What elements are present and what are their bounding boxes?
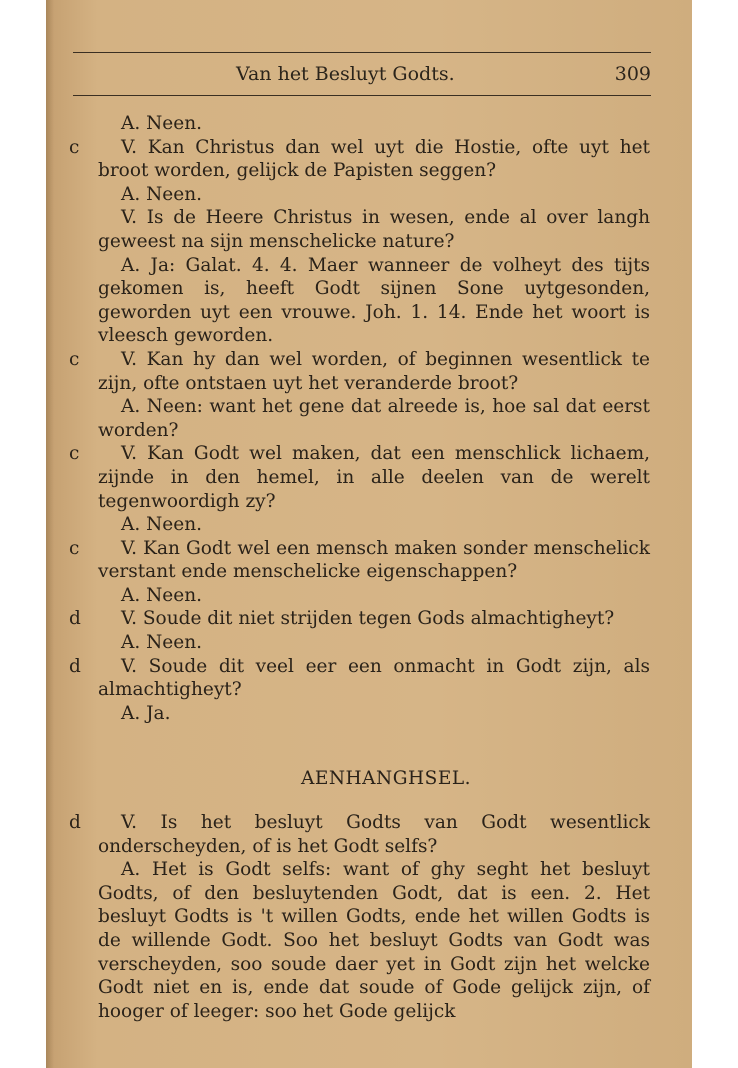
page-edge-shadow [46,0,54,1068]
header-top-rule [73,52,651,53]
margin-marker: c [69,136,80,158]
catechism-paragraph [98,584,650,608]
catechism-paragraph [98,254,650,348]
header-bottom-rule [73,95,651,96]
paragraph-text: A. Ja. [121,702,171,724]
catechism-paragraph [69,136,650,183]
paragraph-text: V. Soude dit veel eer een onmacht in Godt zijn, als almachtigheyt? [98,655,650,701]
catechism-paragraph [69,811,650,858]
catechism-paragraph [98,206,650,253]
catechism-paragraph [98,513,650,537]
catechism-paragraph [98,631,650,655]
margin-marker: d [69,655,81,677]
paragraph-text: A. Neen. [121,584,203,606]
catechism-after-heading [69,811,650,1023]
paragraph-text: V. Is de Heere Christus in wesen, ende al over langh geweest na sijn menschelicke nature? [98,207,650,252]
catechism-paragraph [98,702,650,726]
section-heading: AENHANGHSEL. [301,768,471,790]
paragraph-text: V. Kan Christus dan wel uyt die Hostie, ofte uyt het broot worden, gelijck de Papisten seggen? [98,136,650,182]
running-title: Van het Besluyt Godts. [236,63,455,85]
paragraph-text: A. Neen. [121,113,203,134]
paragraph-text: A. Het is Godt selfs: want of ghy seght het besluyt Godts, of den besluytenden Godt, dat is een. 2. Het besluyt Godts is 't willen Godts, ende het willen Godts is de willende Godt. Soo het besluyt Godts van Godt was verscheyden, soo soude daer yet in Godt zijn het welcke Godt niet en is, ende dat soude of Gode gelijck zijn, of hooger of leeger: soo het Gode gelijck [98,859,650,1022]
catechism-paragraph [98,112,650,136]
paragraph-text: V. Kan hy dan wel worden, of beginnen wesentlick te zijn, ofte ontstaen uyt het veranderde broot? [98,348,650,394]
paragraph-text: V. Is het besluyt Godts van Godt wesentlick onderscheyden, of is het Godt selfs? [98,812,650,857]
page-number: 309 [614,63,651,85]
catechism-paragraph [98,858,650,1023]
catechism-paragraph [98,183,650,207]
paragraph-text: V. Soude dit niet strijden tegen Gods almachtigheyt? [121,608,615,630]
running-header [73,59,651,93]
catechism-before-heading [69,112,650,725]
catechism-paragraph [69,607,650,631]
margin-marker: d [69,812,81,834]
paragraph-text: A. Neen. [121,183,203,205]
catechism-paragraph [98,395,650,442]
paragraph-text: A. Neen. [121,514,203,536]
margin-marker: c [69,443,80,465]
catechism-paragraph [69,348,650,395]
paragraph-text: V. Kan Godt wel maken, dat een menschlick lichaem, zijnde in den hemel, in alle deelen van de werelt tegenwoordigh zy? [98,443,650,512]
paragraph-text: A. Neen: want het gene dat alreede is, hoe sal dat eerst worden? [98,396,650,441]
paragraph-text: A. Neen. [121,632,203,654]
catechism-paragraph [69,537,650,584]
catechism-paragraph [69,655,650,702]
margin-marker: d [69,608,81,630]
catechism-paragraph [69,442,650,513]
paragraph-text: A. Ja: Galat. 4. 4. Maer wanneer de volheyt des tijts gekomen is, heeft Godt sijnen Sone uytgesonden, geworden uyt een vrouwe. Joh. 1. 14. Ende het woort is vleesch geworden. [98,254,650,347]
page-body [69,112,650,1023]
paragraph-text: V. Kan Godt wel een mensch maken sonder menschelick verstant ende menschelicke eigenschappen? [98,537,650,583]
margin-marker: c [69,348,80,370]
margin-marker: c [69,537,80,559]
